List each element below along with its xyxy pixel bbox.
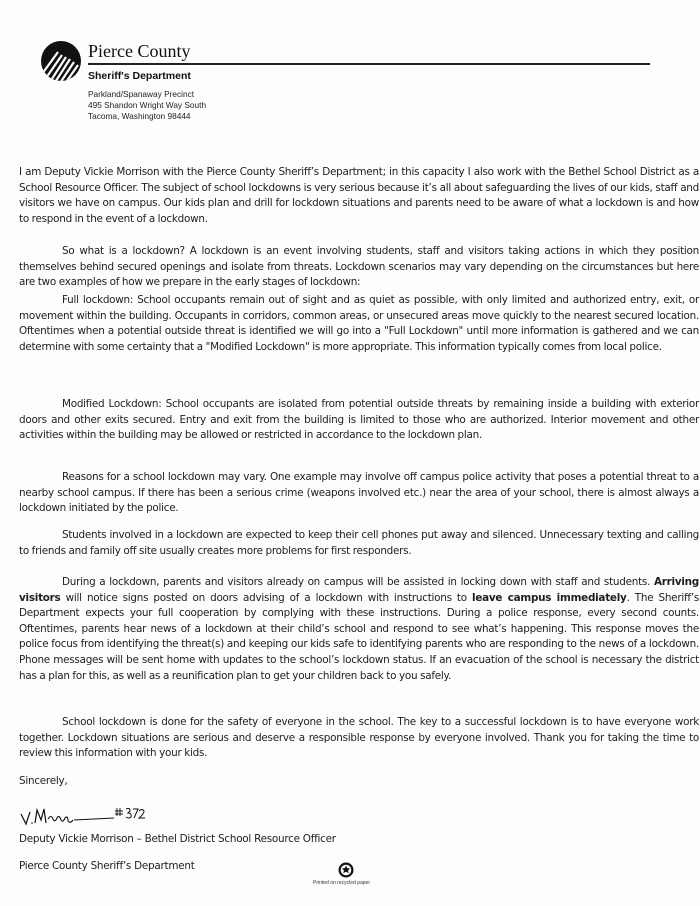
- paragraph-text: Reasons for a school lockdown may vary. One example may involve off campus police activity that poses a potential threat to a nearby school campus. If there has been a serious crime (weapons involved etc.) near the area of your school, there is almost always a lockdown initiated by the police.: [19, 471, 699, 515]
- address-line: 495 Shandon Wright Way South: [88, 100, 207, 110]
- address-line: Tacoma, Washington 98444: [88, 111, 191, 121]
- paragraph-text: I am Deputy Vickie Morrison with the Pierce County Sheriff’s Department; in this capacity I also work with the Bethel School District as a School Resource Officer. The subject of school lockdowns is very serious because it’s all about safeguarding the lives of our kids, staff and visitors we have on campus. Our kids plan and drill for lockdown situations and parents need to be aware of what a lockdown is and how to respond in the event of a lockdown.: [19, 166, 699, 225]
- paragraph-text: Modified Lockdown: School occupants are isolated from potential outside threats by remaining inside a building with exterior doors and other exits secured. Entry and exit from the building is limited to those who are authorized. Interior movement and other activities within the building may be allowed or restricted in accordance to the lockdown plan.: [19, 398, 699, 442]
- letterhead-rule: [88, 63, 650, 65]
- department-name: Sheriff's Department: [88, 70, 191, 82]
- paragraph-text: Full lockdown: School occupants remain out of sight and as quiet as possible, with only limited and authorized entry, exit, or movement within the building. Occupants in corridors, common areas, or unsecured areas move quickly to the nearest secured location. Oftentimes when a potential outside threat is identified we will go into a "Full Lockdown" until more information is gathered and we can determine with some certainty that a "Modified Lockdown" is more appropriate. This information typically comes from local police.: [19, 294, 699, 353]
- emphasis-leave-campus: leave campus immediately: [472, 591, 627, 604]
- text-run: . The Sheriff’s Department expects your full cooperation by complying with these instructions. During a police response, every second counts. Oftentimes, parents hear news of a lockdown at their child’s school and respond to see what’s happening. This response moves the police focus from identifying the threat(s) and keeping our kids safe to identifying parents who are responding to the news of a lockdown. Phone messages will be sent home with updates to the school’s lockdown status. If an evacuation of the school is necessary the district has a plan for this, as well as a reunification plan to get your children back to you safely.: [19, 591, 700, 682]
- paragraph-reasons: [19, 470, 699, 517]
- paragraph-during-lockdown: [19, 575, 699, 684]
- emphasis-arriving-visitors: Arriving visitors: [19, 576, 699, 604]
- recycled-paper-label: Printed on recycled paper: [313, 880, 370, 886]
- pierce-county-logo-icon: [40, 40, 82, 82]
- signer-organization: Pierce County Sheriff’s Department: [19, 860, 195, 872]
- paragraph-text: [19, 575, 699, 684]
- text-run: During a lockdown, parents and visitors already on campus will be assisted in locking down with staff and students.: [62, 576, 654, 588]
- address-block: [88, 89, 206, 122]
- paragraph-text: School lockdown is done for the safety of everyone in the school. The key to a successful lockdown is to have everyone work together. Lockdown situations are serious and deserve a responsible response by everyone involved. Thank you for taking the time to review this information with your kids.: [19, 716, 699, 760]
- paragraph-text: Students involved in a lockdown are expected to keep their cell phones put away and silenced. Unnecessary texting and calling to friends and family off site usually creates more problems for first responders.: [19, 529, 699, 557]
- paragraph-students: [19, 528, 699, 559]
- paragraph-what-is-lockdown: [19, 244, 699, 291]
- paragraph-text: So what is a lockdown? A lockdown is an event involving students, staff and visitors taking actions in which they position themselves behind secured openings and isolate from threats. Lockdown scenarios may vary depending on the circumstances but here are two examples of how we prepare in the early stages of lockdown:: [19, 245, 699, 289]
- organization-name: Pierce County: [88, 41, 191, 61]
- paragraph-full-lockdown: [19, 293, 699, 355]
- signer-name: Deputy Vickie Morrison – Bethel District School Resource Officer: [19, 833, 336, 845]
- paragraph-intro: [19, 165, 699, 227]
- salutation: Sincerely,: [19, 775, 68, 787]
- paragraph-modified-lockdown: [19, 397, 699, 444]
- text-run: will notice signs posted on doors advising of a lockdown with instructions to: [60, 591, 473, 604]
- handwritten-signature: [18, 800, 148, 830]
- address-line: Parkland/Spanaway Precinct: [88, 89, 195, 99]
- recycle-icon: [338, 862, 354, 878]
- paragraph-conclusion: [19, 715, 699, 762]
